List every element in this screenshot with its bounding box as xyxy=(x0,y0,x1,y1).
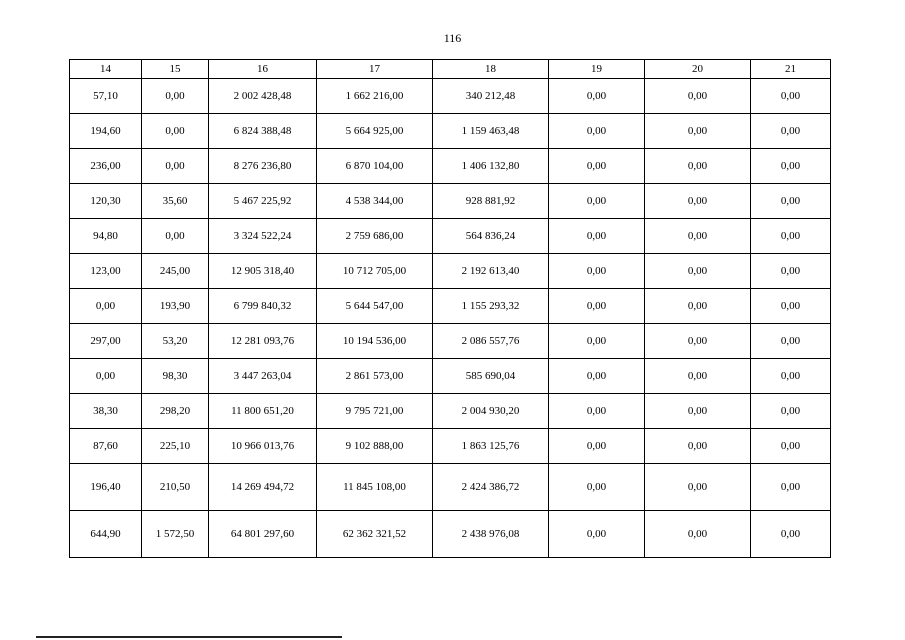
table-row xyxy=(70,289,831,324)
column-header: 16 xyxy=(209,60,317,79)
table-row xyxy=(70,359,831,394)
table-cell: 297,00 xyxy=(70,324,142,359)
table-cell: 1 159 463,48 xyxy=(433,114,549,149)
table-cell: 0,00 xyxy=(751,114,831,149)
table-cell: 193,90 xyxy=(142,289,209,324)
table-cell: 0,00 xyxy=(549,511,645,558)
table-cell: 1 406 132,80 xyxy=(433,149,549,184)
table-cell: 0,00 xyxy=(645,394,751,429)
table-cell: 11 800 651,20 xyxy=(209,394,317,429)
table-cell: 0,00 xyxy=(645,219,751,254)
column-header: 17 xyxy=(317,60,433,79)
table-cell: 0,00 xyxy=(645,429,751,464)
column-header: 20 xyxy=(645,60,751,79)
table-cell: 0,00 xyxy=(549,79,645,114)
table-cell: 0,00 xyxy=(142,219,209,254)
table-cell: 0,00 xyxy=(549,219,645,254)
table-cell: 0,00 xyxy=(549,114,645,149)
table-row xyxy=(70,464,831,511)
footnote-separator-line xyxy=(36,636,342,638)
table-cell: 6 799 840,32 xyxy=(209,289,317,324)
table-cell: 0,00 xyxy=(751,464,831,511)
table-cell: 1 662 216,00 xyxy=(317,79,433,114)
table-cell: 0,00 xyxy=(751,184,831,219)
table-cell: 0,00 xyxy=(645,511,751,558)
table-cell: 6 824 388,48 xyxy=(209,114,317,149)
table-cell: 225,10 xyxy=(142,429,209,464)
table-row xyxy=(70,324,831,359)
table-cell: 194,60 xyxy=(70,114,142,149)
table-cell: 10 194 536,00 xyxy=(317,324,433,359)
table-cell: 644,90 xyxy=(70,511,142,558)
table-cell: 0,00 xyxy=(645,79,751,114)
table-cell: 0,00 xyxy=(70,359,142,394)
table-cell: 210,50 xyxy=(142,464,209,511)
table-cell: 0,00 xyxy=(549,149,645,184)
column-header: 15 xyxy=(142,60,209,79)
table-cell: 87,60 xyxy=(70,429,142,464)
table-cell: 0,00 xyxy=(549,429,645,464)
table-row xyxy=(70,79,831,114)
table-cell: 12 905 318,40 xyxy=(209,254,317,289)
table-cell: 11 845 108,00 xyxy=(317,464,433,511)
table-cell: 0,00 xyxy=(751,289,831,324)
table-cell: 10 712 705,00 xyxy=(317,254,433,289)
table-cell: 2 086 557,76 xyxy=(433,324,549,359)
table-cell: 236,00 xyxy=(70,149,142,184)
table-cell: 0,00 xyxy=(645,324,751,359)
table-cell: 0,00 xyxy=(645,149,751,184)
table-body xyxy=(70,79,831,558)
table-cell: 0,00 xyxy=(751,511,831,558)
column-header: 14 xyxy=(70,60,142,79)
table-cell: 1 863 125,76 xyxy=(433,429,549,464)
table-row xyxy=(70,184,831,219)
table-row xyxy=(70,114,831,149)
table-cell: 57,10 xyxy=(70,79,142,114)
table-cell: 1 155 293,32 xyxy=(433,289,549,324)
table-cell: 10 966 013,76 xyxy=(209,429,317,464)
table-cell: 0,00 xyxy=(751,359,831,394)
table-cell: 2 004 930,20 xyxy=(433,394,549,429)
table-cell: 0,00 xyxy=(142,79,209,114)
table-cell: 3 447 263,04 xyxy=(209,359,317,394)
table-cell: 0,00 xyxy=(751,79,831,114)
table-cell: 0,00 xyxy=(645,289,751,324)
table-cell: 35,60 xyxy=(142,184,209,219)
table-cell: 2 759 686,00 xyxy=(317,219,433,254)
table-row xyxy=(70,394,831,429)
table-cell: 64 801 297,60 xyxy=(209,511,317,558)
table-cell: 0,00 xyxy=(70,289,142,324)
table-cell: 0,00 xyxy=(142,114,209,149)
table-cell: 0,00 xyxy=(645,184,751,219)
table-cell: 0,00 xyxy=(751,394,831,429)
table-cell: 245,00 xyxy=(142,254,209,289)
table-cell: 196,40 xyxy=(70,464,142,511)
table-cell: 0,00 xyxy=(645,254,751,289)
table-cell: 564 836,24 xyxy=(433,219,549,254)
table-cell: 1 572,50 xyxy=(142,511,209,558)
table-cell: 98,30 xyxy=(142,359,209,394)
table-cell: 6 870 104,00 xyxy=(317,149,433,184)
table-row xyxy=(70,254,831,289)
table-cell: 340 212,48 xyxy=(433,79,549,114)
page-number: 116 xyxy=(443,31,462,45)
table-cell: 5 664 925,00 xyxy=(317,114,433,149)
table-cell: 0,00 xyxy=(549,464,645,511)
table-cell: 8 276 236,80 xyxy=(209,149,317,184)
table-cell: 2 438 976,08 xyxy=(433,511,549,558)
table-cell: 585 690,04 xyxy=(433,359,549,394)
table-cell: 0,00 xyxy=(751,219,831,254)
table-cell: 94,80 xyxy=(70,219,142,254)
table-cell: 62 362 321,52 xyxy=(317,511,433,558)
table-row xyxy=(70,429,831,464)
table-cell: 298,20 xyxy=(142,394,209,429)
table-cell: 9 102 888,00 xyxy=(317,429,433,464)
table-cell: 0,00 xyxy=(549,254,645,289)
table-cell: 0,00 xyxy=(142,149,209,184)
table-cell: 38,30 xyxy=(70,394,142,429)
table-cell: 3 324 522,24 xyxy=(209,219,317,254)
table-row xyxy=(70,511,831,558)
table-cell: 0,00 xyxy=(549,289,645,324)
table-cell: 2 192 613,40 xyxy=(433,254,549,289)
table-cell: 9 795 721,00 xyxy=(317,394,433,429)
column-header: 21 xyxy=(751,60,831,79)
table-cell: 0,00 xyxy=(645,359,751,394)
table-cell: 0,00 xyxy=(549,184,645,219)
table-cell: 0,00 xyxy=(645,464,751,511)
table-cell: 928 881,92 xyxy=(433,184,549,219)
table-cell: 0,00 xyxy=(549,324,645,359)
table-cell: 2 861 573,00 xyxy=(317,359,433,394)
column-header: 19 xyxy=(549,60,645,79)
column-header: 18 xyxy=(433,60,549,79)
table-row xyxy=(70,219,831,254)
table-cell: 0,00 xyxy=(751,254,831,289)
table-cell: 0,00 xyxy=(549,359,645,394)
table-cell: 14 269 494,72 xyxy=(209,464,317,511)
table-cell: 0,00 xyxy=(751,324,831,359)
table-cell: 4 538 344,00 xyxy=(317,184,433,219)
table-row xyxy=(70,149,831,184)
table-cell: 5 467 225,92 xyxy=(209,184,317,219)
table-cell: 123,00 xyxy=(70,254,142,289)
table-cell: 0,00 xyxy=(645,114,751,149)
table-cell: 0,00 xyxy=(751,149,831,184)
table-cell: 53,20 xyxy=(142,324,209,359)
table-cell: 5 644 547,00 xyxy=(317,289,433,324)
table-cell: 0,00 xyxy=(549,394,645,429)
table-cell: 120,30 xyxy=(70,184,142,219)
table-cell: 12 281 093,76 xyxy=(209,324,317,359)
table-header-row xyxy=(70,60,831,79)
data-table xyxy=(69,59,831,558)
table-cell: 2 424 386,72 xyxy=(433,464,549,511)
table-cell: 2 002 428,48 xyxy=(209,79,317,114)
table-cell: 0,00 xyxy=(751,429,831,464)
